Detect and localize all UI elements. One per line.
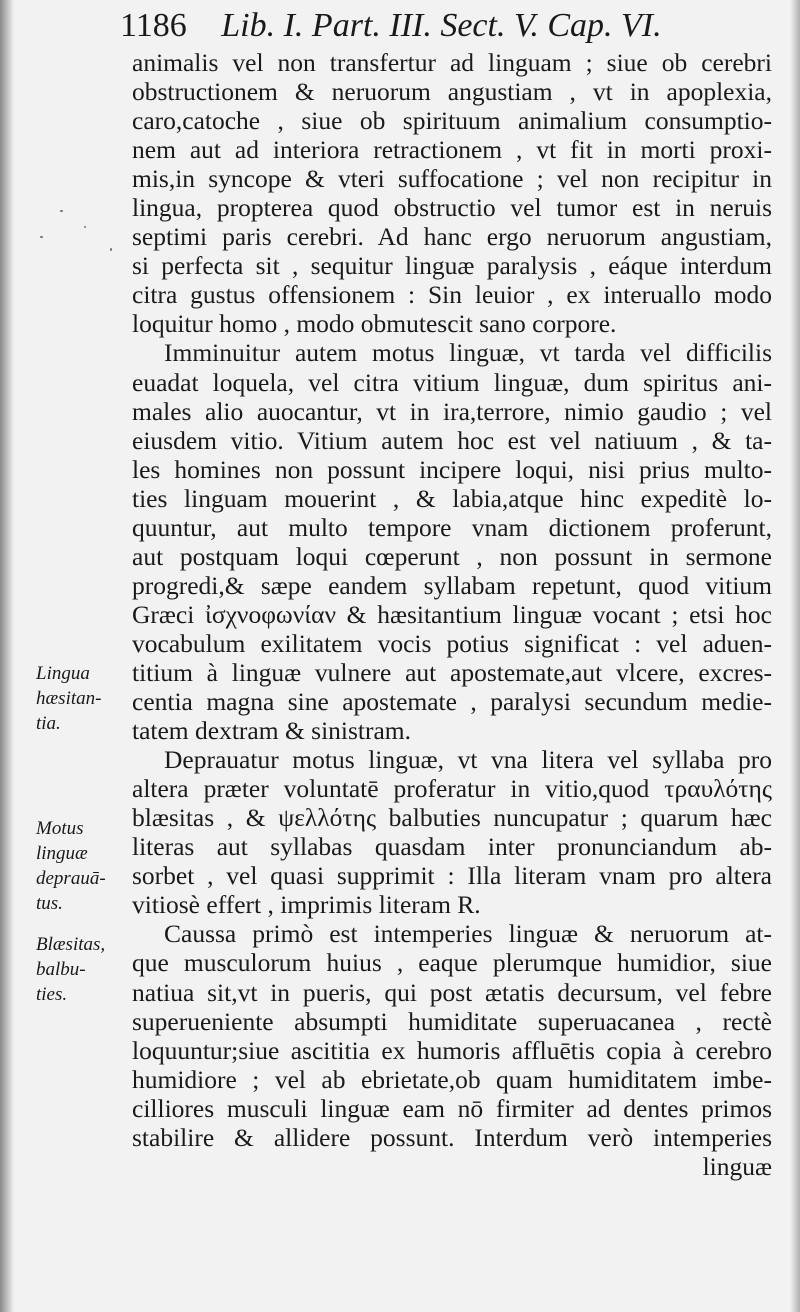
- margin-note-line: Blæsitas,: [36, 934, 106, 955]
- text-line: cilliores musculi linguæ eam nō firmiter ad dentes primos: [132, 1093, 772, 1123]
- margin-note-line: tia.: [36, 713, 61, 734]
- scan-speck: [110, 248, 112, 251]
- text-line: altera præter voluntatē proferatur in vitio,quod τραυλότης: [132, 774, 772, 804]
- text-line: literas aut syllabas quasdam inter pronunciandum ab-: [132, 832, 772, 862]
- scan-speck: [40, 236, 43, 238]
- running-title: Lib. I. Part. III. Sect. V. Cap. VI.: [221, 7, 662, 44]
- margin-note-line: Motus: [36, 818, 84, 839]
- text-line: superueniente absumpti humiditate superuacanea , rectè: [132, 1006, 772, 1036]
- margin-note-line: ties.: [36, 984, 68, 1005]
- margin-note-line: Lingua: [36, 663, 90, 684]
- paragraph-start-line: Caussa primò est intemperies linguæ & neruorum at-: [164, 919, 772, 949]
- margin-note-lingua-haesitantia: [36, 661, 128, 736]
- text-line: vocabulum exilitatem vocis potius significat : vel aduen-: [132, 628, 772, 658]
- text-line: centia magna sine apostemate , paralysi secundum medie-: [132, 687, 772, 717]
- text-line: mis,in syncope & vteri suffocatione ; vel non recipitur in: [132, 164, 772, 194]
- text-line: loquitur homo , modo obmutescit sano corpore.: [132, 309, 617, 339]
- margin-note-line: tus.: [36, 893, 63, 914]
- text-line: natiua sit,vt in pueris, qui post ætatis decursum, vel febre: [132, 977, 772, 1007]
- margin-note-line: balbu-: [36, 959, 86, 980]
- body-text: [132, 48, 772, 1181]
- text-line: lingua, propterea quod obstructio vel tumor est in neruis: [132, 193, 772, 223]
- text-line: si perfecta sit , sequitur linguæ paralysis , eáque interdum: [132, 251, 772, 281]
- page-number: 1186: [120, 7, 187, 44]
- margin-note-motus-linguae-depravatus: [36, 816, 128, 916]
- text-line: citra gustus offensionem : Sin leuior , ex interuallo modo: [132, 280, 772, 310]
- catchword: linguæ: [702, 1151, 772, 1181]
- text-line: loquuntur;siue ascititia ex humoris affluētis copia à cerebro: [132, 1035, 772, 1065]
- text-line: progredi,& sæpe eandem syllabam repetunt, quod vitium: [132, 570, 772, 600]
- running-header: [120, 4, 782, 48]
- text-line: humidiore ; vel ab ebrietate,ob quam humiditatem imbe-: [132, 1064, 772, 1094]
- text-line: sorbet , vel quasi supprimit : Illa literam vnam pro altera: [132, 861, 772, 891]
- text-line: nem aut ad interiora retractionem , vt fit in morti proxi-: [132, 135, 772, 165]
- text-line: euadat loquela, vel citra vitium linguæ, dum spiritus ani-: [132, 367, 772, 397]
- text-line: que musculorum huius , eaque plerumque humidior, siue: [132, 948, 772, 978]
- text-line: obstructionem & neruorum angustiam , vt in apoplexia,: [132, 77, 772, 107]
- text-line: animalis vel non transfertur ad linguam ; siue ob cerebri: [132, 48, 772, 77]
- text-line: blæsitas , & ψελλότης balbuties nuncupatur ; quarum hæc: [132, 803, 772, 833]
- text-line: aut postquam loqui cœperunt , non possunt in sermone: [132, 541, 772, 571]
- text-line: les homines non possunt incipere loqui, nisi prius multo-: [132, 454, 772, 484]
- text-line: caro,catoche , siue ob spirituum animalium consumptio-: [132, 106, 772, 136]
- margin-note-line: hæsitan-: [36, 688, 102, 709]
- scan-speck: [84, 226, 86, 228]
- text-line: quuntur, aut multo tempore vnam dictionem proferunt,: [132, 512, 772, 542]
- margin-note-line: linguæ: [36, 843, 88, 864]
- text-line: tatem dextram & sinistram.: [132, 716, 412, 746]
- text-line: males alio auocantur, vt in ira,terrore, nimio gaudio ; vel: [132, 396, 772, 426]
- text-line: ties linguam mouerint , & labia,atque hinc expeditè lo-: [132, 483, 772, 513]
- margin-note-line: deprauā-: [36, 868, 106, 889]
- text-line: septimi paris cerebri. Ad hanc ergo neruorum angustiam,: [132, 222, 772, 252]
- margin-note-blaesitas-balbuties: [36, 932, 128, 1007]
- text-line: Græci ἰσχνοφωνίαν & hæsitantium linguæ vocant ; etsi hoc: [132, 599, 772, 629]
- text-line: titium à linguæ vulnere aut apostemate,aut vlcere, excres-: [132, 657, 772, 687]
- paragraph-start-line: Imminuitur autem motus linguæ, vt tarda vel difficilis: [164, 338, 772, 368]
- scan-speck: [60, 210, 63, 212]
- text-line: stabilire & allidere possunt. Interdum verò intemperies: [132, 1122, 772, 1152]
- text-line: vitiosè effert , imprimis literam R.: [132, 890, 481, 920]
- text-line: eiusdem vitio. Vitium autem hoc est vel natiuum , & ta-: [132, 425, 772, 455]
- paragraph-start-line: Deprauatur motus linguæ, vt vna litera vel syllaba pro: [164, 745, 772, 775]
